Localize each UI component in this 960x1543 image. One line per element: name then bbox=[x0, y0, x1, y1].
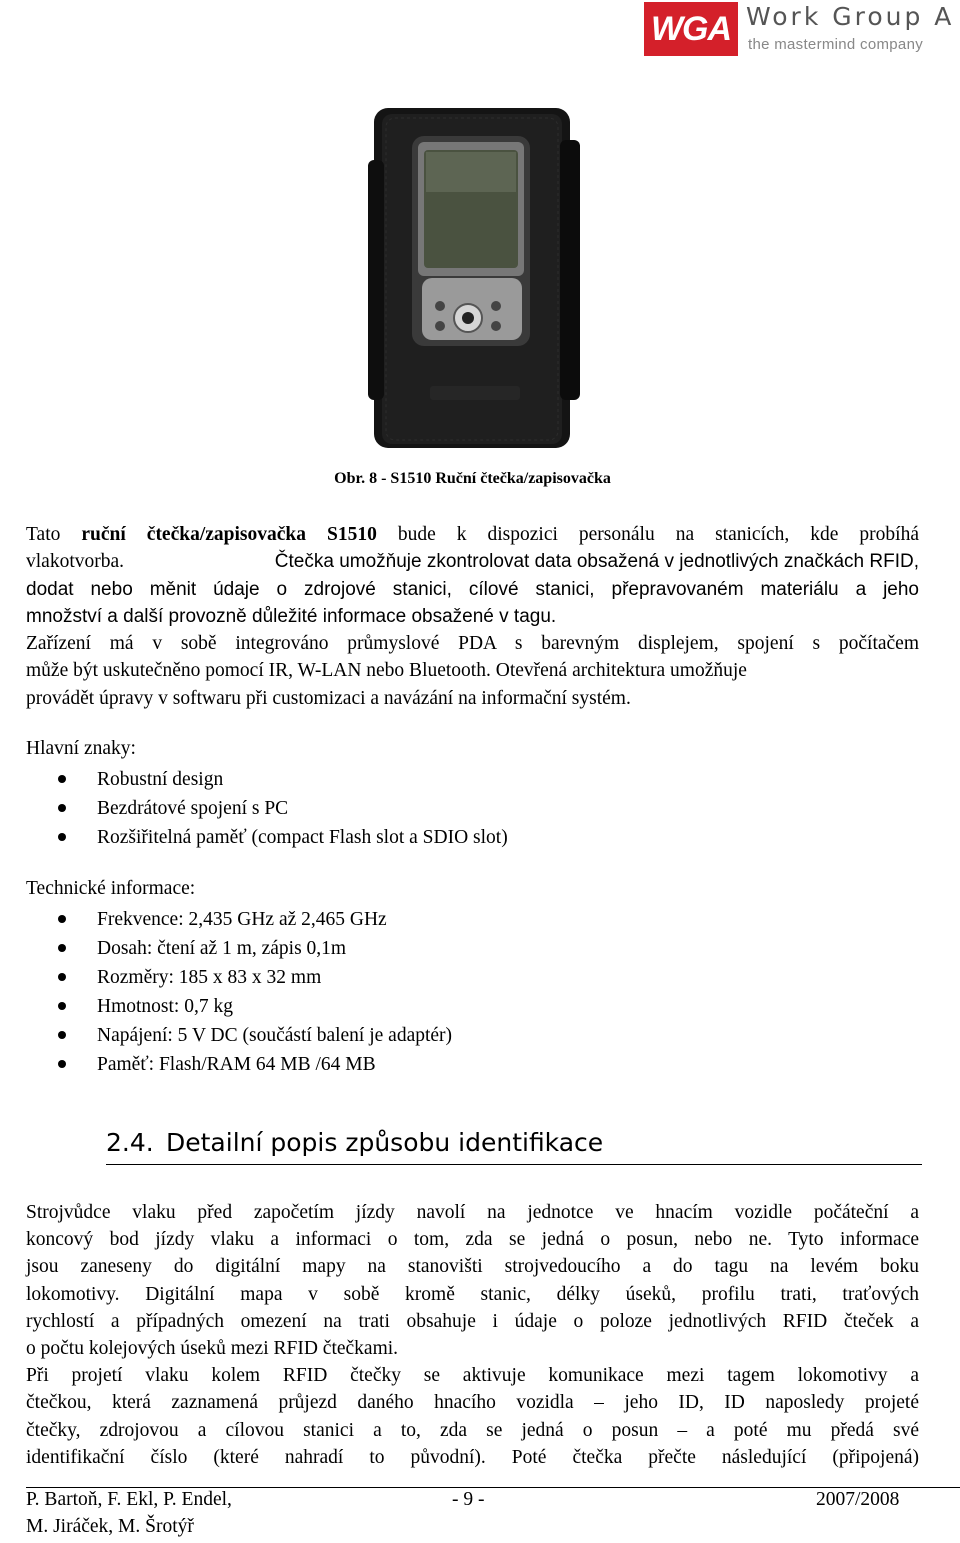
footer-authors-2: M. Jiráček, M. Šrotýř bbox=[26, 1516, 194, 1537]
footer-divider bbox=[26, 1487, 960, 1488]
list-item: Dosah: čtení až 1 m, zápis 0,1m bbox=[58, 934, 452, 963]
body-line: o počtu kolejových úseků mezi RFID čtečkami. bbox=[26, 1338, 399, 1360]
intro-paragraph bbox=[26, 521, 919, 712]
list-item: Rozměry: 185 x 83 x 32 mm bbox=[58, 963, 452, 992]
intro-lead: Tato bbox=[26, 524, 82, 545]
list-item: Frekvence: 2,435 GHz až 2,465 GHz bbox=[58, 905, 452, 934]
intro-line-6b: Otevřená architektura umožňuje bbox=[490, 660, 747, 682]
body-line: identifikační číslo (které nahradí to původní). Poté čtečka přečte následující (připojená) bbox=[26, 1446, 919, 1468]
body-line: jsou zaneseny do digitální mapy na stanovišti strojvedoucího a do tagu na levém boku bbox=[26, 1256, 919, 1278]
figure-caption: Obr. 8 - S1510 Ruční čtečka/zapisovačka bbox=[334, 470, 611, 487]
body-line: Při projetí vlaku kolem RFID čtečky se aktivuje komunikace mezi tagem lokomotivy a bbox=[26, 1365, 919, 1387]
intro-line-2b: Čtečka umožňuje zkontrolovat data obsažená v jednotlivých značkách RFID, bbox=[274, 551, 919, 573]
intro-line-2 bbox=[26, 548, 919, 575]
intro-line-6 bbox=[26, 657, 919, 684]
company-logo-mark bbox=[644, 2, 738, 56]
footer-authors-1: P. Bartoň, F. Ekl, P. Endel, bbox=[26, 1489, 232, 1510]
body-line: čtečky, zdrojovou a cílovou stanici a to, zda se jedná o posun – a poté mu předá své bbox=[26, 1419, 919, 1441]
section-heading bbox=[106, 1128, 922, 1165]
tech-list bbox=[58, 905, 452, 1079]
body-line: lokomotivy. Digitální mapa v sobě kromě stanic, délky úseků, profilu trati, traťových bbox=[26, 1283, 919, 1305]
intro-line-6a: může být uskutečněno pomocí IR, W-LAN nebo Bluetooth. bbox=[26, 660, 491, 682]
list-item: Rozšiřitelná paměť (compact Flash slot a SDIO slot) bbox=[58, 823, 508, 852]
intro-line-3: dodat nebo měnit údaje o zdrojové stanici, cílové stanici, přepravovaném materiálu a jeho bbox=[26, 578, 919, 600]
pda-reader-image bbox=[368, 100, 580, 462]
intro-line-1 bbox=[26, 521, 919, 548]
intro-line-5: Zařízení má v sobě integrováno průmyslové PDA s barevným displejem, spojení s počítačem bbox=[26, 633, 919, 655]
body-line: koncový bod jízdy vlaku a informaci o tom, zda se jedná o posun, nebo ne. Tyto informace bbox=[26, 1229, 919, 1251]
company-tagline: the mastermind company bbox=[748, 36, 924, 53]
features-heading: Hlavní znaky: bbox=[26, 738, 136, 759]
list-item: Robustní design bbox=[58, 765, 508, 794]
section-title: Detailní popis způsobu identifikace bbox=[166, 1128, 604, 1157]
body-line: rychlostí a případných omezení na trati obsahuje i údaje o poloze jednotlivých RFID čteček a bbox=[26, 1310, 919, 1332]
intro-line-7: provádět úpravy v softwaru při customizaci a navázání na informační systém. bbox=[26, 687, 631, 709]
intro-rest: bude k dispozici personálu na stanicích, kde probíhá bbox=[376, 524, 919, 545]
logo-mark-text: WGA bbox=[650, 10, 732, 48]
product-name: ruční čtečka/zapisovačka S1510 bbox=[81, 524, 377, 545]
body-paragraph bbox=[26, 1199, 919, 1471]
section-number: 2.4. bbox=[106, 1128, 154, 1157]
list-item: Hmotnost: 0,7 kg bbox=[58, 992, 452, 1021]
footer-year: 2007/2008 bbox=[816, 1489, 900, 1510]
list-item: Paměť: Flash/RAM 64 MB /64 MB bbox=[58, 1050, 452, 1079]
page-number: - 9 - bbox=[452, 1489, 485, 1510]
tech-heading: Technické informace: bbox=[26, 878, 196, 899]
features-list bbox=[58, 765, 508, 852]
company-name: Work Group A bbox=[746, 2, 955, 31]
body-line: Strojvůdce vlaku před započetím jízdy navolí na jednotce ve hnacím vozidle počáteční a bbox=[26, 1202, 919, 1223]
list-item: Napájení: 5 V DC (součástí balení je adaptér) bbox=[58, 1021, 452, 1050]
body-line: čtečkou, která zaznamená průjezd daného hnacího vozidla – jeho ID, ID naposledy projeté bbox=[26, 1392, 919, 1414]
intro-line-4: množství a další provozně důležité informace obsažené v tagu. bbox=[26, 605, 557, 627]
list-item: Bezdrátové spojení s PC bbox=[58, 794, 508, 823]
intro-line-2a: vlakotvorba. bbox=[26, 551, 125, 573]
